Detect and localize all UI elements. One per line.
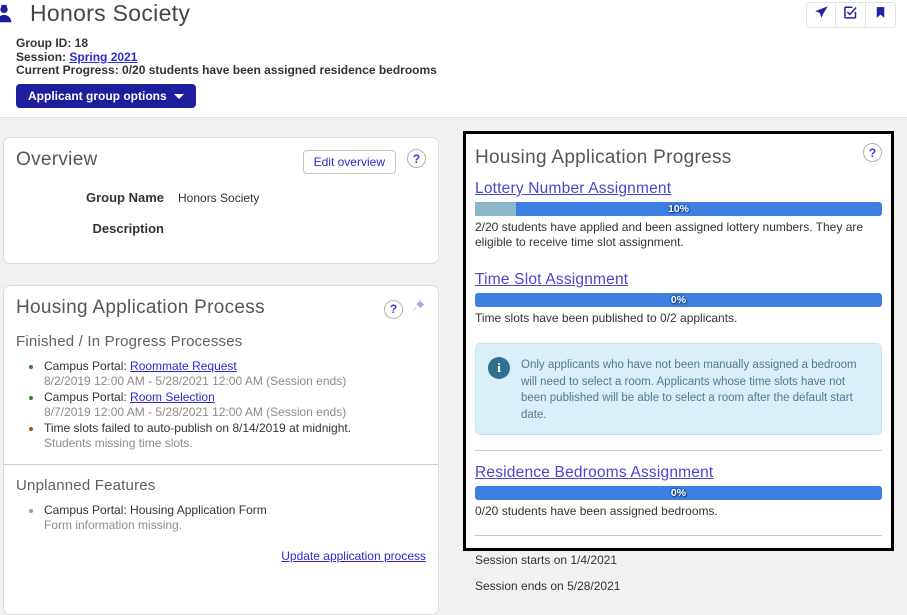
progress-bar-label: 0% — [670, 294, 687, 306]
paper-plane-icon — [814, 5, 829, 25]
time-slot-assignment-link[interactable]: Time Slot Assignment — [475, 271, 629, 288]
roommate-request-dates: 8/2/2019 12:00 AM - 5/28/2021 12:00 AM (Session ends) — [44, 374, 347, 388]
residence-bedrooms-progress-description: 0/20 students have been assigned bedrooms. — [475, 504, 718, 518]
status-bullet-green — [29, 396, 33, 400]
status-bullet-green — [29, 365, 33, 369]
status-bullet-orange — [29, 427, 33, 431]
residence-bedrooms-section — [475, 464, 882, 519]
group-name-value: Honors Society — [178, 191, 260, 205]
pin-icon[interactable] — [409, 298, 426, 320]
progress-bar-label: 10% — [667, 203, 689, 215]
time-slot-progress-bar — [475, 293, 882, 307]
group-id-value: 18 — [74, 36, 89, 50]
session-start-text: Session starts on 1/4/2021 — [475, 553, 618, 567]
time-slot-progress-description: Time slots have been published to 0/2 applicants. — [475, 311, 738, 325]
progress-panel-title: Housing Application Progress — [475, 147, 732, 168]
update-application-process-link[interactable]: Update application process — [281, 549, 426, 563]
session-line: Session: Spring 2021 — [16, 49, 138, 64]
info-note-box — [475, 343, 882, 435]
group-meta — [16, 37, 437, 78]
process-title: Housing Application Process — [16, 297, 265, 318]
tasks-button[interactable] — [836, 2, 866, 28]
list-item-room-selection: Campus Portal: Room Selection 8/7/2019 12:00 AM - 5/28/2021 12:00 AM (Session ends) — [16, 390, 426, 420]
header-action-group — [806, 2, 896, 28]
lottery-number-assignment-link[interactable]: Lottery Number Assignment — [475, 180, 672, 197]
info-note-text: Only applicants who have not been manually assigned a bedroom will need to select a room. Applicants whose time slots have not been published will be able to select a room after the default start date. — [521, 359, 857, 421]
group-id-line: Group ID: 18 — [16, 36, 89, 50]
content-area — [0, 117, 907, 615]
process-card-header — [16, 297, 426, 320]
group-name-label: Group Name — [85, 190, 164, 205]
room-selection-link[interactable]: Room Selection — [130, 390, 215, 404]
page-header — [0, 0, 907, 117]
group-icon — [0, 3, 15, 25]
info-icon: i — [488, 357, 510, 379]
unplanned-features-list — [16, 503, 426, 533]
progress-bar-label: 0% — [670, 487, 687, 499]
edit-overview-button[interactable]: Edit overview — [303, 150, 396, 174]
applicant-group-options-button[interactable]: Applicant group options — [16, 84, 196, 108]
lottery-progress-description: 2/20 students have applied and been assigned lottery numbers. They are eligible to receive time slot assignment. — [475, 220, 864, 249]
bookmark-button[interactable] — [866, 2, 896, 28]
finished-process-list — [16, 359, 426, 451]
process-help-icon[interactable]: ? — [384, 300, 403, 319]
time-slots-warning-text: Time slots failed to auto-publish on 8/14/2019 at midnight. — [44, 421, 352, 435]
description-label: Description — [92, 221, 164, 236]
room-selection-dates: 8/7/2019 12:00 AM - 5/28/2021 12:00 AM (Session ends) — [44, 405, 347, 419]
lottery-number-section — [475, 180, 882, 250]
progress-panel-help-icon[interactable]: ? — [863, 143, 882, 162]
overview-card — [3, 137, 439, 264]
divider — [4, 464, 438, 465]
caret-down-icon — [174, 94, 184, 99]
checkbox-check-icon — [843, 5, 858, 25]
housing-application-form-sub: Form information missing. — [44, 518, 183, 532]
description-row — [16, 221, 426, 236]
housing-application-form-text: Campus Portal: Housing Application Form — [44, 503, 267, 517]
bookmark-icon — [874, 5, 887, 25]
send-button[interactable] — [806, 2, 836, 28]
current-progress-line: Current Progress: 0/20 students have been assigned residence bedrooms — [16, 63, 437, 77]
overview-title: Overview — [16, 149, 98, 170]
roommate-request-link[interactable]: Roommate Request — [130, 359, 237, 373]
time-slots-warning-sub: Students missing time slots. — [44, 436, 193, 450]
list-item-roommate-request: Campus Portal: Roommate Request 8/2/2019 12:00 AM - 5/28/2021 12:00 AM (Session ends) — [16, 359, 426, 389]
overview-help-icon[interactable]: ? — [407, 149, 426, 168]
residence-bedrooms-assignment-link[interactable]: Residence Bedrooms Assignment — [475, 464, 714, 481]
housing-application-progress-panel — [463, 131, 894, 593]
finished-processes-heading: Finished / In Progress Processes — [16, 333, 243, 350]
list-item-housing-application-form — [16, 503, 426, 533]
divider — [475, 450, 882, 451]
page-title: Honors Society — [30, 0, 191, 26]
unplanned-features-heading: Unplanned Features — [16, 477, 156, 494]
lottery-progress-bar — [475, 202, 882, 216]
residence-bedrooms-progress-bar — [475, 486, 882, 500]
housing-application-process-card — [3, 285, 439, 615]
group-name-row — [16, 190, 426, 205]
current-progress-value: 0/20 students have been assigned residence bedrooms — [122, 63, 437, 77]
list-item-time-slots-warning — [16, 421, 426, 451]
status-bullet-gray — [29, 509, 33, 513]
time-slot-section — [475, 271, 882, 326]
session-end-text: Session ends on 5/28/2021 — [475, 579, 621, 593]
session-link[interactable]: Spring 2021 — [69, 49, 138, 64]
divider — [475, 535, 882, 536]
